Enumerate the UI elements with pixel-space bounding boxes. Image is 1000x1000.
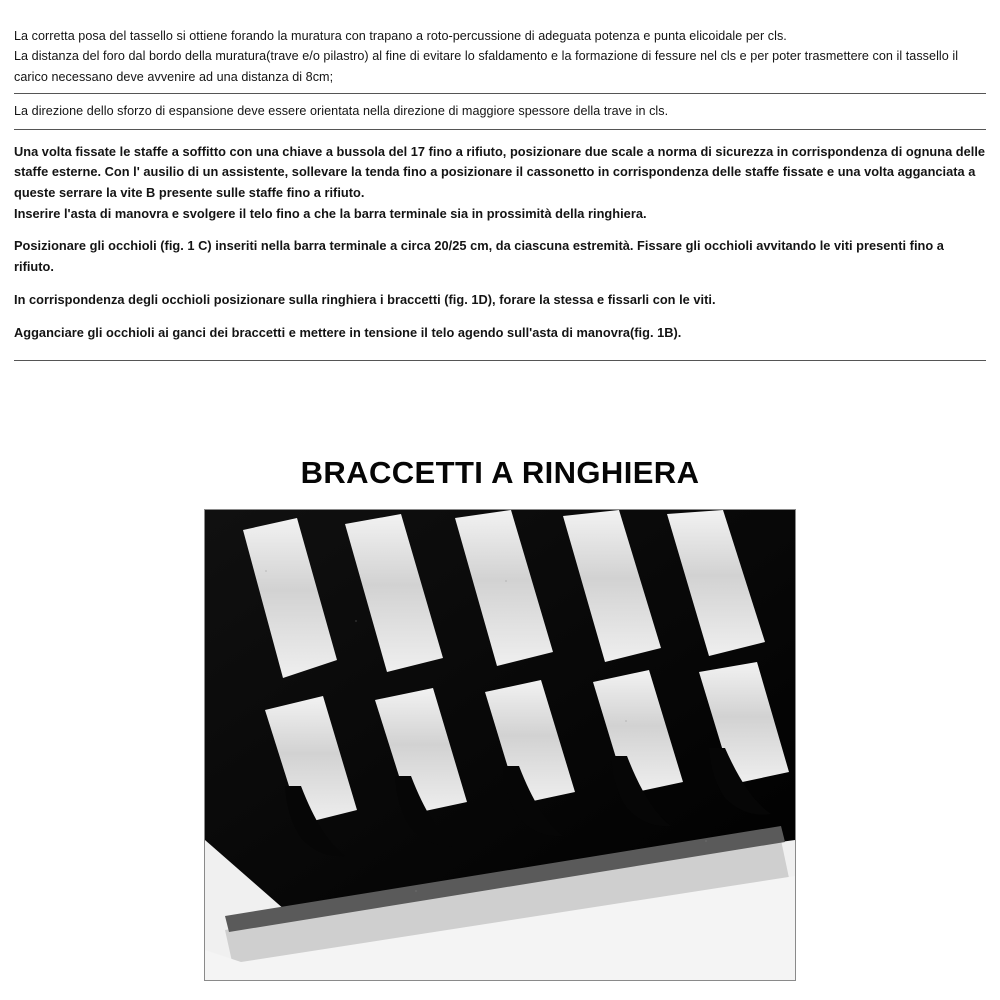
paragraph-7: In corrispondenza degli occhioli posizionare sulla ringhiera i braccetti (fig. 1D), forare la stessa e fissarli con le viti. — [14, 291, 716, 307]
document-text-body — [14, 26, 986, 361]
spacer — [14, 343, 986, 360]
spacer — [14, 130, 986, 142]
spacer — [14, 94, 986, 101]
paragraph-3: La direzione dello sforzo di espansione deve essere orientata nella direzione di maggiore spessore della trave in cls. — [14, 104, 669, 119]
intro-block — [14, 26, 986, 87]
photo-illustration — [205, 510, 795, 980]
paragraph-5: Inserire l'asta di manovra e svolgere il telo fino a che la barra terminale sia in prossimità della ringhiera. — [14, 205, 647, 221]
spacer — [14, 224, 986, 236]
paragraph-1: La corretta posa del tassello si ottiene forando la muratura con trapano a roto-percussione di adeguata potenza e punta elicoidale per cls. — [14, 29, 787, 43]
figure-photo — [204, 509, 796, 981]
paragraph-2: La distanza del foro dal bordo della muratura(trave e/o pilastro) al fine di evitare lo sfaldamento e la formazione di fessure nel cls e per poter trasmettere con il tassello il carico necessano deve avvenire ad una distanza di 8cm; — [14, 49, 959, 84]
paragraph-8: Agganciare gli occhioli ai ganci dei braccetti e mettere in tensione il telo agendo sull'asta di manovra(fig. 1B). — [14, 324, 682, 340]
spacer — [14, 311, 986, 323]
figure-title: BRACCETTI A RINGHIERA — [300, 455, 700, 490]
paragraph-6: Posizionare gli occhioli (fig. 1 C) inseriti nella barra terminale a circa 20/25 cm, da ciascuna estremità. Fissare gli occhioli avvitando le viti presenti fino a rifiuto. — [14, 238, 944, 275]
figure-section — [0, 455, 1000, 981]
spacer — [14, 278, 986, 290]
divider-3 — [14, 360, 986, 361]
photo-content — [205, 510, 795, 980]
spacer — [14, 122, 986, 129]
paragraph-4: Una volta fissate le staffe a soffitto con una chiave a bussola del 17 fino a rifiuto, posizionare due scale a norma di sicurezza in corrispondenza di ognuna delle staffe esterne. Con l' ausilio di un assistente, sollevare la tenda fino a posizionare il cassonetto in corrispondenza delle staffe fissate e una volta agganciata a queste serrare la vite B presente sulle staffe fino a rifiuto. — [14, 143, 986, 200]
